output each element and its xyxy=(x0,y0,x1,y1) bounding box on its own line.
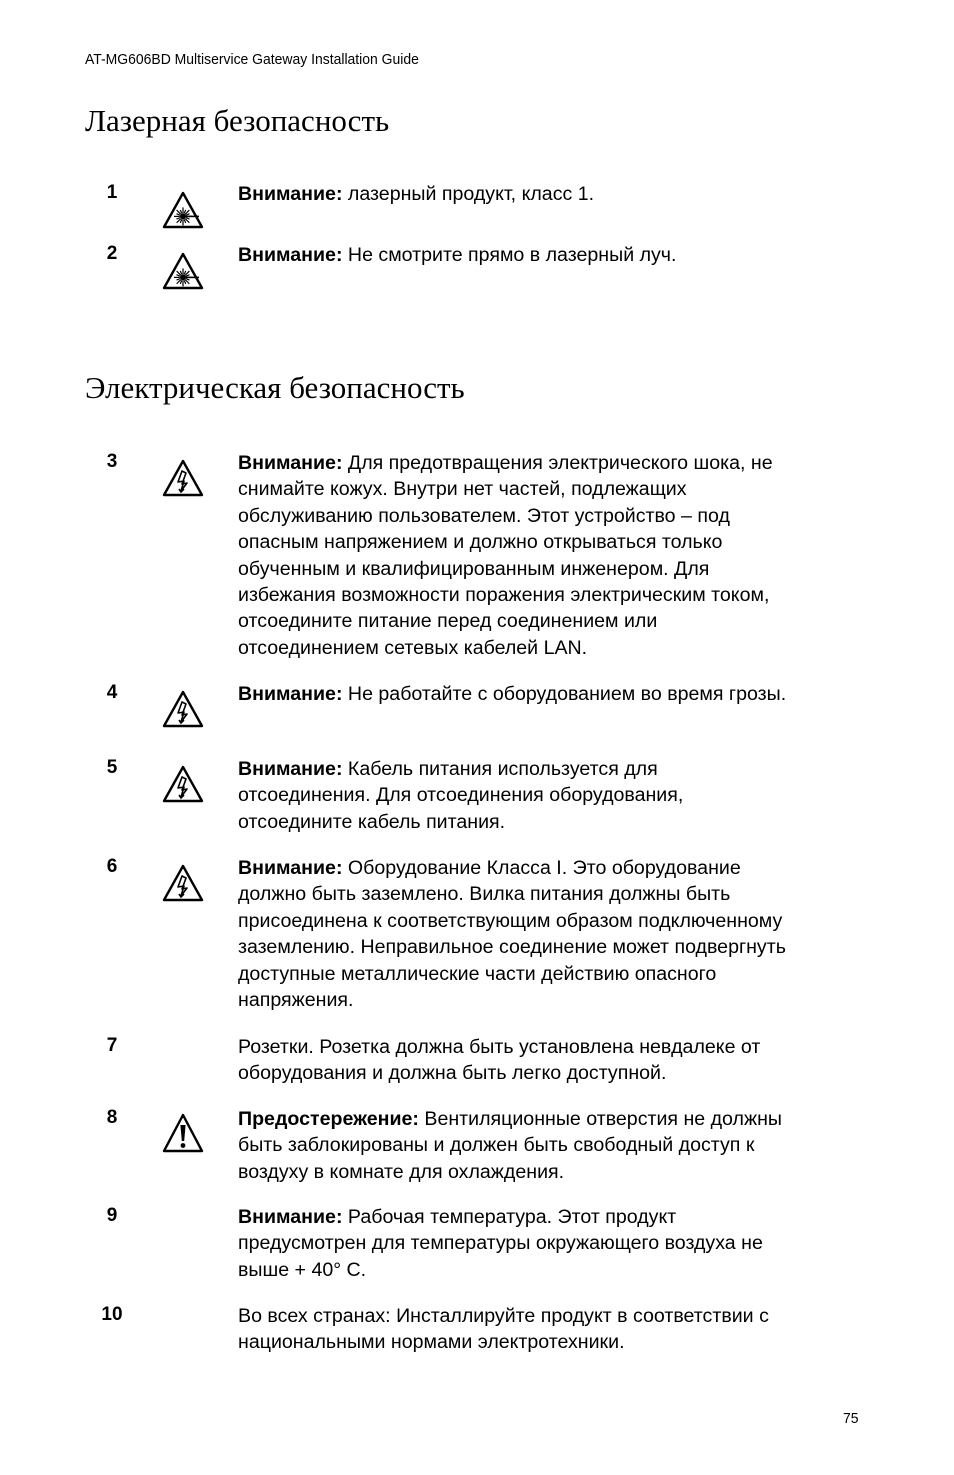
item-text xyxy=(238,450,868,661)
item-text xyxy=(238,1303,868,1356)
item-lead: Внимание: xyxy=(238,683,343,705)
item-lead: Внимание: xyxy=(238,244,343,266)
item-line: доступные металлические части действию опасного xyxy=(238,962,717,985)
item-line: обученным и квалифицированным инженером. Для xyxy=(238,557,710,580)
item-lead: Внимание: xyxy=(238,1206,343,1228)
page-number: 75 xyxy=(843,1410,859,1427)
item-lead: Предостережение: xyxy=(238,1108,419,1130)
item-line: Для предотвращения электрического шока, не xyxy=(347,452,773,474)
item-number: 5 xyxy=(106,757,118,778)
item-text xyxy=(238,242,868,268)
item-line: Во всех странах: Инсталлируйте продукт в соответствии с xyxy=(238,1305,769,1327)
item-number: 7 xyxy=(106,1035,118,1056)
item-line: Не смотрите прямо в лазерный луч. xyxy=(347,244,677,266)
safety-item xyxy=(0,450,954,659)
electrical-hazard-icon xyxy=(161,689,205,729)
running-header: AT-MG606BD Multiservice Gateway Installation Guide xyxy=(85,51,419,68)
item-number: 6 xyxy=(106,856,118,877)
item-line: присоединена к соответствующим образом подключенному xyxy=(238,909,783,932)
section-title-laser-safety: Лазерная безопасность xyxy=(85,103,390,138)
item-line: должно быть заземлено. Вилка питания должны быть xyxy=(238,883,731,906)
item-line: снимайте кожух. Внутри нет частей, подлежащих xyxy=(238,478,687,501)
caution-icon xyxy=(161,1112,205,1154)
item-line: предусмотрен для температуры окружающего воздуха не xyxy=(238,1232,763,1255)
electrical-hazard-icon xyxy=(161,458,205,498)
laser-warning-icon xyxy=(161,190,205,230)
item-number: 8 xyxy=(106,1107,118,1128)
safety-item xyxy=(0,242,954,266)
laser-warning-icon xyxy=(161,251,205,291)
item-line: Кабель питания используется для xyxy=(347,758,658,780)
item-lead: Внимание: xyxy=(238,758,343,780)
item-text xyxy=(238,1106,868,1185)
item-text xyxy=(238,756,868,835)
item-line: лазерный продукт, класс 1. xyxy=(347,183,595,205)
item-number: 9 xyxy=(106,1205,118,1226)
item-number: 3 xyxy=(106,451,118,472)
item-line: отсоедините питание перед соединением или xyxy=(238,610,658,633)
item-number: 2 xyxy=(106,243,118,264)
item-text xyxy=(238,855,868,1013)
item-line: отсоедините кабель питания. xyxy=(238,810,506,833)
safety-item xyxy=(0,756,954,833)
item-line: Рабочая температура. Этот продукт xyxy=(347,1206,677,1228)
item-line: отсоединения. Для отсоединения оборудования, xyxy=(238,784,684,807)
safety-item xyxy=(0,681,954,705)
item-line: Не работайте с оборудованием во время грозы. xyxy=(347,683,787,705)
electrical-hazard-icon xyxy=(161,764,205,804)
item-lead: Внимание: xyxy=(238,857,343,879)
item-line: национальными нормами электротехники. xyxy=(238,1331,625,1354)
electrical-hazard-icon xyxy=(161,863,205,903)
safety-item xyxy=(0,1303,954,1354)
item-line: опасным напряжением и должно открываться только xyxy=(238,531,723,554)
item-line: Розетки. Розетка должна быть установлена невдалеке от xyxy=(238,1036,761,1058)
item-text xyxy=(238,181,868,207)
item-number: 10 xyxy=(101,1304,123,1325)
item-lead: Внимание: xyxy=(238,452,343,474)
item-line: оборудования и должна быть легко доступной. xyxy=(238,1062,667,1085)
item-text xyxy=(238,1204,868,1283)
item-number: 1 xyxy=(106,182,118,203)
safety-item xyxy=(0,1034,954,1085)
item-number: 4 xyxy=(106,682,118,703)
item-line: напряжения. xyxy=(238,989,354,1012)
item-line: избежания возможности поражения электрическим током, xyxy=(238,584,770,607)
item-line: воздуху в комнате для охлаждения. xyxy=(238,1160,565,1183)
safety-item xyxy=(0,181,954,205)
item-line: выше + 40° C. xyxy=(238,1258,367,1281)
item-line: обслуживанию пользователем. Этот устройство – под xyxy=(238,504,730,527)
safety-item xyxy=(0,1106,954,1183)
item-lead: Внимание: xyxy=(238,183,343,205)
item-line: Оборудование Класса I. Это оборудование xyxy=(347,857,741,879)
section-title-electrical-safety: Электрическая безопасность xyxy=(85,370,465,405)
item-line: быть заблокированы и должен быть свободный доступ к xyxy=(238,1134,755,1157)
item-text xyxy=(238,1034,868,1087)
safety-item xyxy=(0,855,954,1012)
item-line: Вентиляционные отверстия не должны xyxy=(424,1108,782,1130)
item-text xyxy=(238,681,868,707)
item-line: заземлению. Неправильное соединение может подвергнуть xyxy=(238,936,786,959)
safety-item xyxy=(0,1204,954,1281)
item-line: отсоединением сетевых кабелей LAN. xyxy=(238,636,588,659)
